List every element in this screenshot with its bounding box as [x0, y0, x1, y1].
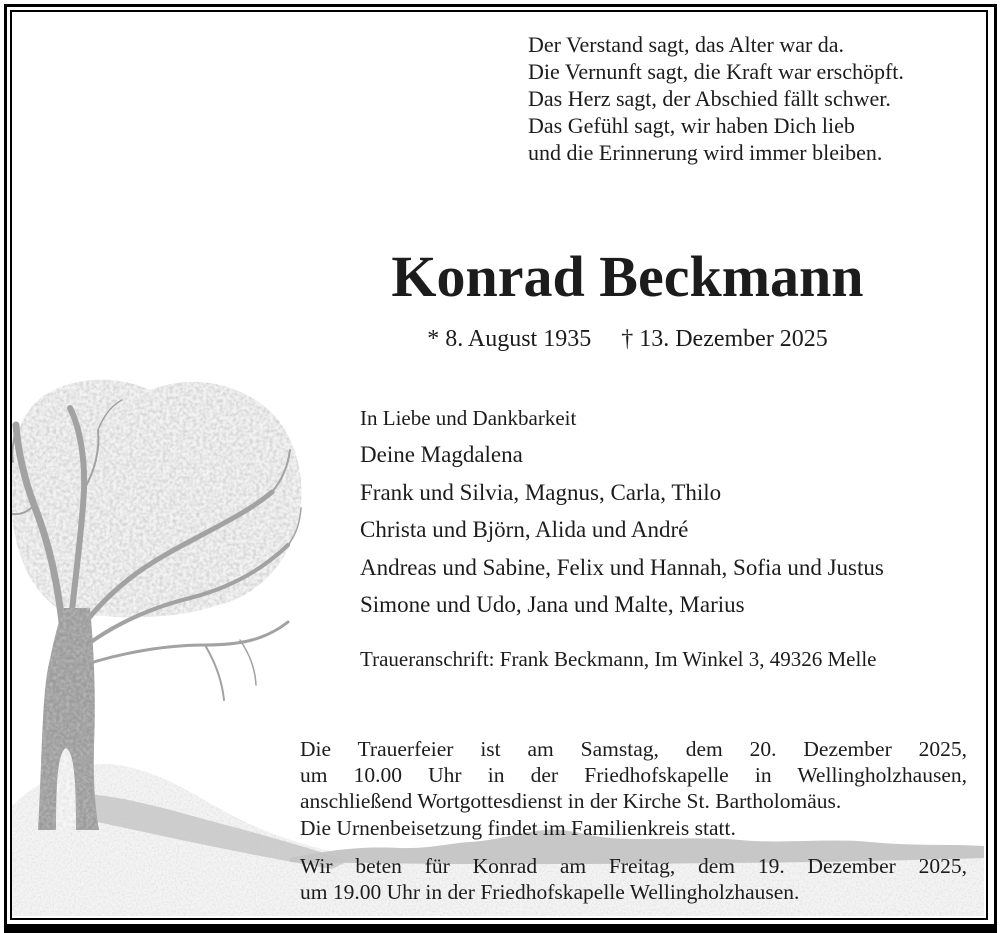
service-line: Die Trauerfeier ist am Samstag, dem 20. Dezember 2025,	[300, 737, 967, 761]
burial-line: Die Urnenbeisetzung findet im Familienkreis statt.	[300, 816, 736, 840]
tree-trunk	[38, 608, 99, 830]
birth-date: * 8. August 1935	[427, 326, 592, 352]
mourner-line: Simone und Udo, Jana und Malte, Marius	[360, 592, 745, 617]
poem	[528, 31, 904, 166]
poem-line: Der Verstand sagt, das Alter war da.	[528, 32, 845, 57]
death-date: † 13. Dezember 2025	[621, 326, 828, 352]
service-line: um 10.00 Uhr in der Friedhofskapelle in Wellingholzhausen,	[300, 763, 967, 788]
dedication: In Liebe und Dankbarkeit	[360, 406, 577, 430]
deceased-name: Konrad Beckmann	[391, 244, 864, 309]
poem-line: Die Vernunft sagt, die Kraft war erschöpft.	[528, 59, 904, 84]
prayer-line: um 19.00 Uhr in der Friedhofskapelle Wellingholzhausen.	[300, 880, 800, 905]
mourners-list	[360, 436, 884, 624]
service-line: anschließend Wortgottesdienst in der Kirche St. Bartholomäus.	[300, 789, 842, 814]
prayer-announcement	[300, 853, 967, 905]
service-announcement	[300, 736, 967, 815]
life-dates	[290, 324, 965, 354]
poem-line: und die Erinnerung wird immer bleiben.	[528, 140, 883, 165]
mourner-line: Andreas und Sabine, Felix und Hannah, Sofia und Justus	[360, 554, 884, 580]
mourner-line: Deine Magdalena	[360, 442, 523, 467]
mourner-line: Christa und Björn, Alida und André	[360, 517, 689, 542]
condolence-address: Traueranschrift: Frank Beckmann, Im Winkel 3, 49326 Melle	[360, 647, 877, 671]
mourner-line: Frank und Silvia, Magnus, Carla, Thilo	[360, 479, 722, 505]
burial-announcement	[300, 815, 967, 841]
poem-line: Das Herz sagt, der Abschied fällt schwer.	[528, 86, 891, 111]
prayer-line: Wir beten für Konrad am Freitag, dem 19. Dezember 2025,	[300, 854, 967, 878]
poem-line: Das Gefühl sagt, wir haben Dich lieb	[528, 113, 855, 138]
